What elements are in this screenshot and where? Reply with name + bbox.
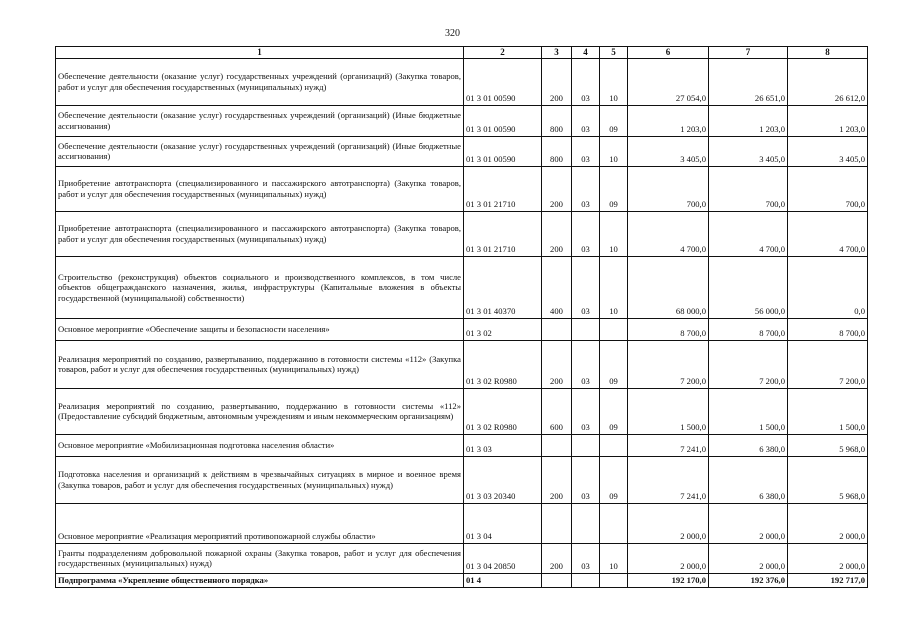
row-value-3: 5 968,0: [788, 434, 868, 456]
table-row: [56, 211, 868, 256]
row-value-3: 1 203,0: [788, 105, 868, 136]
row-value-1: 1 500,0: [628, 388, 709, 434]
row-value-3: 192 717,0: [788, 573, 868, 587]
row-code: 01 3 02 R0980: [464, 388, 542, 434]
row-pr: 09: [600, 340, 628, 388]
row-name: Обеспечение деятельности (оказание услуг) государственных учреждений (организаций) (Закупка товаров, работ и услуг для обеспечения государственных (муниципальных) нужд): [56, 58, 464, 105]
row-vr: 200: [542, 543, 572, 573]
row-value-1: 7 200,0: [628, 340, 709, 388]
row-code: 01 3 03: [464, 434, 542, 456]
row-code: 01 3 03 20340: [464, 456, 542, 503]
row-value-3: 3 405,0: [788, 136, 868, 166]
row-rz: 03: [572, 136, 600, 166]
row-value-2: 2 000,0: [709, 503, 788, 543]
row-value-1: 4 700,0: [628, 211, 709, 256]
row-rz: 03: [572, 340, 600, 388]
row-vr: 200: [542, 456, 572, 503]
row-pr: [600, 318, 628, 340]
row-rz: [572, 318, 600, 340]
row-value-3: 2 000,0: [788, 503, 868, 543]
row-rz: 03: [572, 166, 600, 211]
table-row: [56, 58, 868, 105]
row-name: Основное мероприятие «Обеспечение защиты и безопасности населения»: [56, 318, 464, 340]
row-value-3: 4 700,0: [788, 211, 868, 256]
row-value-1: 8 700,0: [628, 318, 709, 340]
row-value-2: 6 380,0: [709, 434, 788, 456]
row-value-2: 1 500,0: [709, 388, 788, 434]
row-code: 01 3 01 00590: [464, 58, 542, 105]
table-header-row: [56, 47, 868, 59]
row-value-3: 0,0: [788, 256, 868, 318]
row-value-2: 26 651,0: [709, 58, 788, 105]
row-pr: 10: [600, 211, 628, 256]
column-header: 4: [572, 47, 600, 59]
budget-table: [55, 46, 868, 588]
row-value-2: 4 700,0: [709, 211, 788, 256]
row-rz: 03: [572, 211, 600, 256]
row-pr: 09: [600, 166, 628, 211]
row-code: 01 3 04: [464, 503, 542, 543]
table-row: [56, 318, 868, 340]
row-value-1: 1 203,0: [628, 105, 709, 136]
row-vr: 200: [542, 166, 572, 211]
table-row: [56, 456, 868, 503]
row-value-3: 700,0: [788, 166, 868, 211]
row-code: 01 3 01 40370: [464, 256, 542, 318]
row-value-1: 68 000,0: [628, 256, 709, 318]
table-row: [56, 434, 868, 456]
row-rz: [572, 503, 600, 543]
row-code: 01 3 02: [464, 318, 542, 340]
row-code: 01 3 04 20850: [464, 543, 542, 573]
row-code: 01 3 01 00590: [464, 136, 542, 166]
row-pr: 10: [600, 543, 628, 573]
row-rz: 03: [572, 58, 600, 105]
row-value-2: 56 000,0: [709, 256, 788, 318]
column-header: 6: [628, 47, 709, 59]
row-rz: [572, 434, 600, 456]
row-vr: 200: [542, 340, 572, 388]
row-rz: 03: [572, 456, 600, 503]
row-pr: 09: [600, 456, 628, 503]
table-row: [56, 503, 868, 543]
row-value-2: 8 700,0: [709, 318, 788, 340]
table-row: [56, 573, 868, 587]
row-pr: 10: [600, 256, 628, 318]
row-value-3: 2 000,0: [788, 543, 868, 573]
row-value-3: 5 968,0: [788, 456, 868, 503]
column-header: 3: [542, 47, 572, 59]
row-value-1: 192 170,0: [628, 573, 709, 587]
table-row: [56, 136, 868, 166]
table-row: [56, 105, 868, 136]
row-name: Приобретение автотранспорта (специализированного и пассажирского автотранспорта) (Закупка товаров, работ и услуг для обеспечения государственных (муниципальных) нужд): [56, 166, 464, 211]
row-code: 01 3 01 21710: [464, 166, 542, 211]
row-code: 01 3 01 21710: [464, 211, 542, 256]
column-header: 5: [600, 47, 628, 59]
row-vr: 600: [542, 388, 572, 434]
row-vr: [542, 434, 572, 456]
row-name: Реализация мероприятий по созданию, развертыванию, поддержанию в готовности системы «112» (Предоставление субсидий бюджетным, автономным учреждениям и иным некоммерческим организациям): [56, 388, 464, 434]
row-value-2: 1 203,0: [709, 105, 788, 136]
column-header: 7: [709, 47, 788, 59]
column-header: 2: [464, 47, 542, 59]
row-vr: 800: [542, 136, 572, 166]
row-value-3: 1 500,0: [788, 388, 868, 434]
row-value-1: 700,0: [628, 166, 709, 211]
row-vr: [542, 573, 572, 587]
row-value-2: 6 380,0: [709, 456, 788, 503]
row-code: 01 3 02 R0980: [464, 340, 542, 388]
row-code: 01 4: [464, 573, 542, 587]
row-pr: 09: [600, 105, 628, 136]
row-vr: 800: [542, 105, 572, 136]
row-value-1: 7 241,0: [628, 456, 709, 503]
row-value-2: 3 405,0: [709, 136, 788, 166]
row-value-1: 2 000,0: [628, 543, 709, 573]
row-name: Подпрограмма «Укрепление общественного порядка»: [56, 573, 464, 587]
table-row: [56, 340, 868, 388]
row-rz: 03: [572, 388, 600, 434]
column-header: 1: [56, 47, 464, 59]
row-value-2: 2 000,0: [709, 543, 788, 573]
row-rz: 03: [572, 543, 600, 573]
row-value-1: 7 241,0: [628, 434, 709, 456]
row-pr: 09: [600, 388, 628, 434]
row-value-2: 700,0: [709, 166, 788, 211]
page-number: 320: [445, 28, 460, 39]
row-value-2: 7 200,0: [709, 340, 788, 388]
row-value-3: 8 700,0: [788, 318, 868, 340]
row-pr: [600, 503, 628, 543]
row-name: Строительство (реконструкция) объектов социального и производственного комплексов, в том числе объектов общегражданского назначения, жилья, инфраструктуры (Капитальные вложения в объекты государственной (муниципальной) собственности): [56, 256, 464, 318]
row-pr: 10: [600, 58, 628, 105]
table-row: [56, 388, 868, 434]
row-pr: [600, 573, 628, 587]
row-vr: [542, 318, 572, 340]
row-name: Реализация мероприятий по созданию, развертыванию, поддержанию в готовности системы «112» (Закупка товаров, работ и услуг для обеспечения государственных (муниципальных) нужд): [56, 340, 464, 388]
row-rz: 03: [572, 105, 600, 136]
row-value-1: 27 054,0: [628, 58, 709, 105]
row-name: Основное мероприятие «Реализация мероприятий противопожарной службы области»: [56, 503, 464, 543]
row-name: Основное мероприятие «Мобилизационная подготовка населения области»: [56, 434, 464, 456]
row-name: Гранты подразделениям добровольной пожарной охраны (Закупка товаров, работ и услуг для обеспечения государственных (муниципальных) нужд): [56, 543, 464, 573]
row-value-3: 7 200,0: [788, 340, 868, 388]
row-value-3: 26 612,0: [788, 58, 868, 105]
table-row: [56, 256, 868, 318]
row-pr: 10: [600, 136, 628, 166]
column-header: 8: [788, 47, 868, 59]
row-vr: 400: [542, 256, 572, 318]
row-vr: [542, 503, 572, 543]
row-code: 01 3 01 00590: [464, 105, 542, 136]
row-value-2: 192 376,0: [709, 573, 788, 587]
row-name: Подготовка населения и организаций к действиям в чрезвычайных ситуациях в мирное и военное время (Закупка товаров, работ и услуг для обеспечения государственных (муниципальных) нужд): [56, 456, 464, 503]
row-name: Приобретение автотранспорта (специализированного и пассажирского автотранспорта) (Закупка товаров, работ и услуг для обеспечения государственных (муниципальных) нужд): [56, 211, 464, 256]
row-name: Обеспечение деятельности (оказание услуг) государственных учреждений (организаций) (Иные бюджетные ассигнования): [56, 136, 464, 166]
table-row: [56, 166, 868, 211]
table-row: [56, 543, 868, 573]
row-vr: 200: [542, 211, 572, 256]
row-rz: [572, 573, 600, 587]
row-name: Обеспечение деятельности (оказание услуг) государственных учреждений (организаций) (Иные бюджетные ассигнования): [56, 105, 464, 136]
row-rz: 03: [572, 256, 600, 318]
row-value-1: 2 000,0: [628, 503, 709, 543]
row-pr: [600, 434, 628, 456]
row-vr: 200: [542, 58, 572, 105]
row-value-1: 3 405,0: [628, 136, 709, 166]
